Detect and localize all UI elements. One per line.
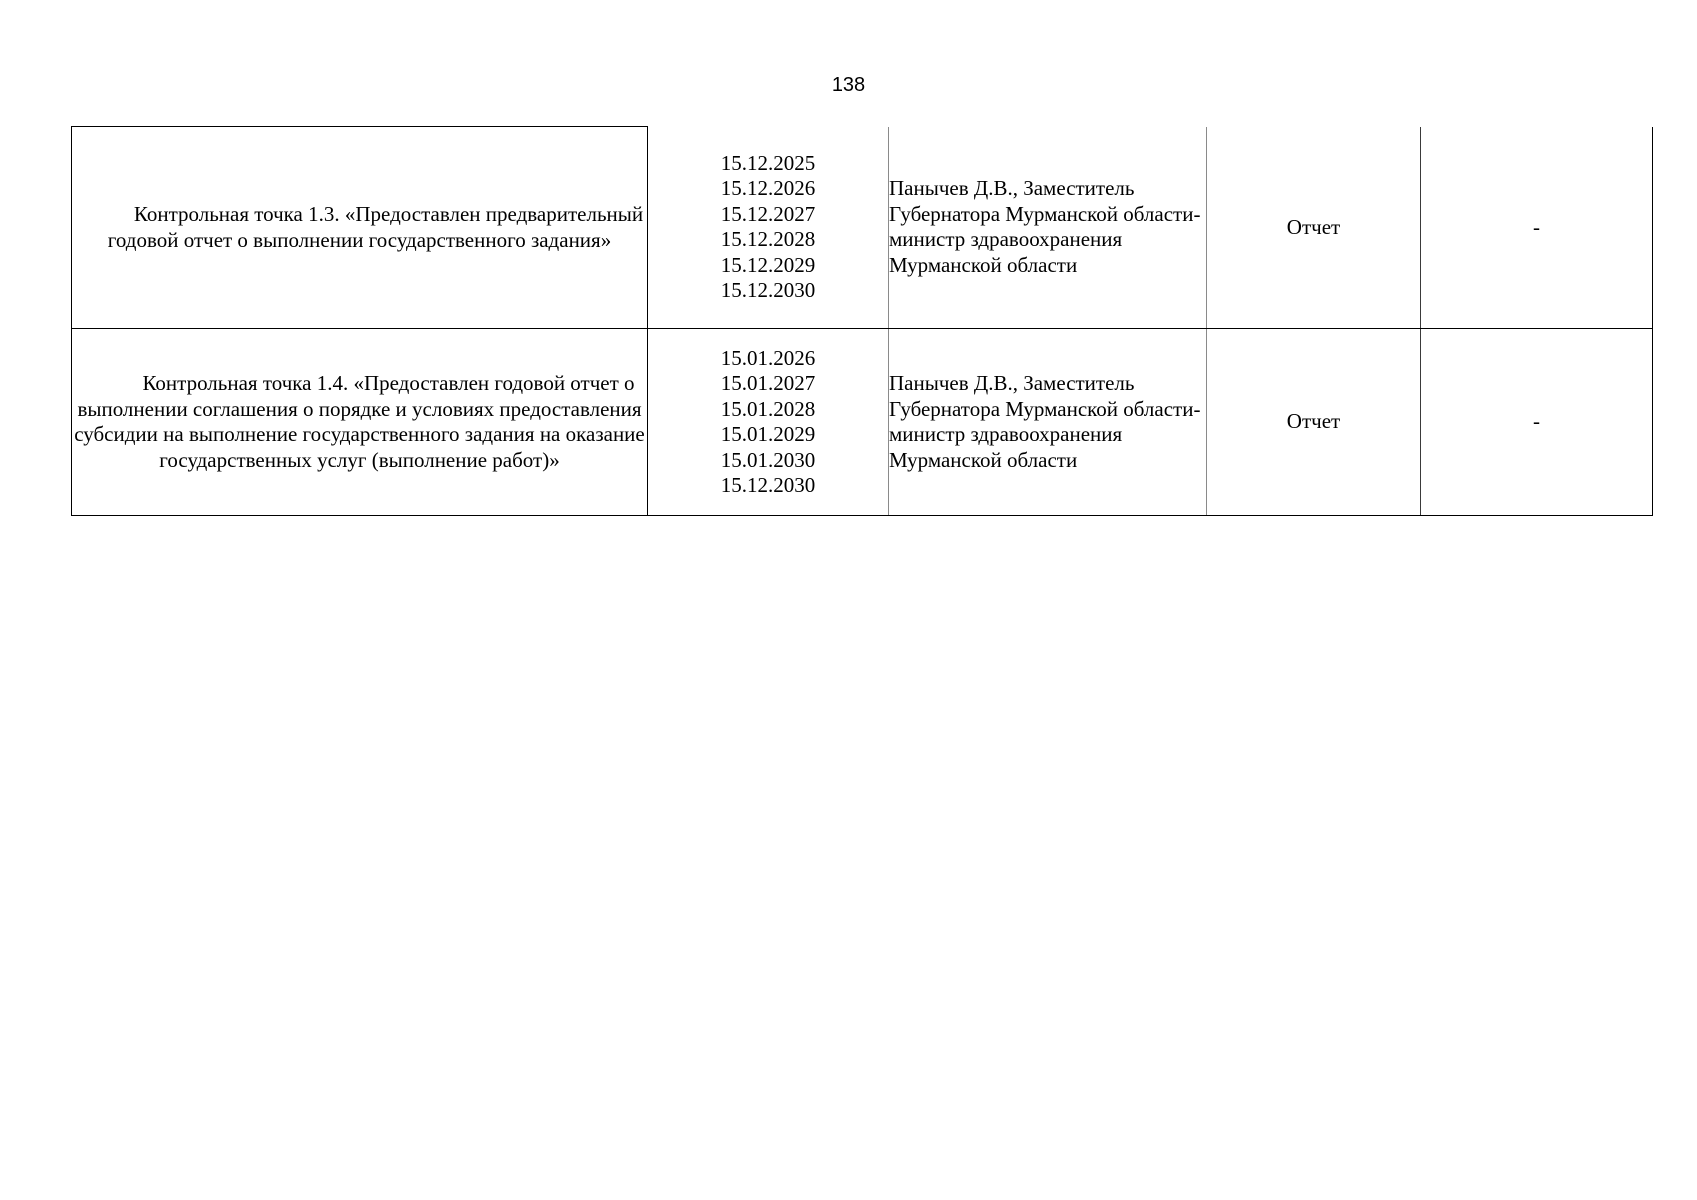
deadline-date: 15.12.2028	[720, 227, 816, 252]
document-type: Отчет	[1286, 409, 1341, 434]
control-point-name: Контрольная точка 1.3. «Предоставлен предварительный годовой отчет о выполнении государственного задания»	[107, 202, 644, 252]
deadline-date: 15.01.2027	[720, 371, 816, 395]
note-value: -	[1533, 214, 1540, 239]
responsible-person: Панычев Д.В., Заместитель Губернатора Мурманской области-министр здравоохранения Мурманской области	[889, 371, 1201, 472]
table-row	[72, 127, 1653, 329]
deadline-dates-cell	[648, 127, 889, 329]
table-row	[72, 329, 1653, 516]
control-point-name-cell	[72, 329, 648, 516]
control-point-name-cell	[72, 127, 648, 329]
deadline-date: 15.12.2027	[720, 201, 816, 226]
note-cell	[1421, 329, 1653, 516]
document-type: Отчет	[1286, 214, 1341, 239]
responsible-person: Панычев Д.В., Заместитель Губернатора Мурманской области-министр здравоохранения Мурманской области	[889, 176, 1201, 277]
deadline-date: 15.12.2030	[720, 473, 816, 497]
deadline-date: 15.12.2026	[720, 176, 816, 201]
control-points-table	[71, 126, 1653, 516]
page-number: 138	[831, 74, 866, 96]
document-type-cell	[1207, 127, 1421, 329]
document-type-cell	[1207, 329, 1421, 516]
note-cell	[1421, 127, 1653, 329]
responsible-person-cell	[889, 329, 1207, 516]
note-value: -	[1533, 409, 1540, 434]
deadline-date: 15.01.2030	[720, 447, 816, 472]
deadline-date: 15.12.2025	[720, 150, 816, 175]
control-point-name: Контрольная точка 1.4. «Предоставлен годовой отчет о выполнении соглашения о порядке и условиях предоставления субсидии на выполнение государственного задания на оказание государственных услуг (выполнение работ)»	[74, 371, 645, 472]
responsible-person-cell	[889, 127, 1207, 329]
deadline-dates-cell	[648, 329, 889, 516]
deadline-date: 15.12.2029	[720, 252, 816, 277]
deadline-date: 15.12.2030	[720, 278, 816, 303]
deadline-date: 15.01.2029	[720, 422, 816, 446]
deadline-date: 15.01.2028	[720, 396, 816, 421]
deadline-date: 15.01.2026	[720, 345, 816, 370]
